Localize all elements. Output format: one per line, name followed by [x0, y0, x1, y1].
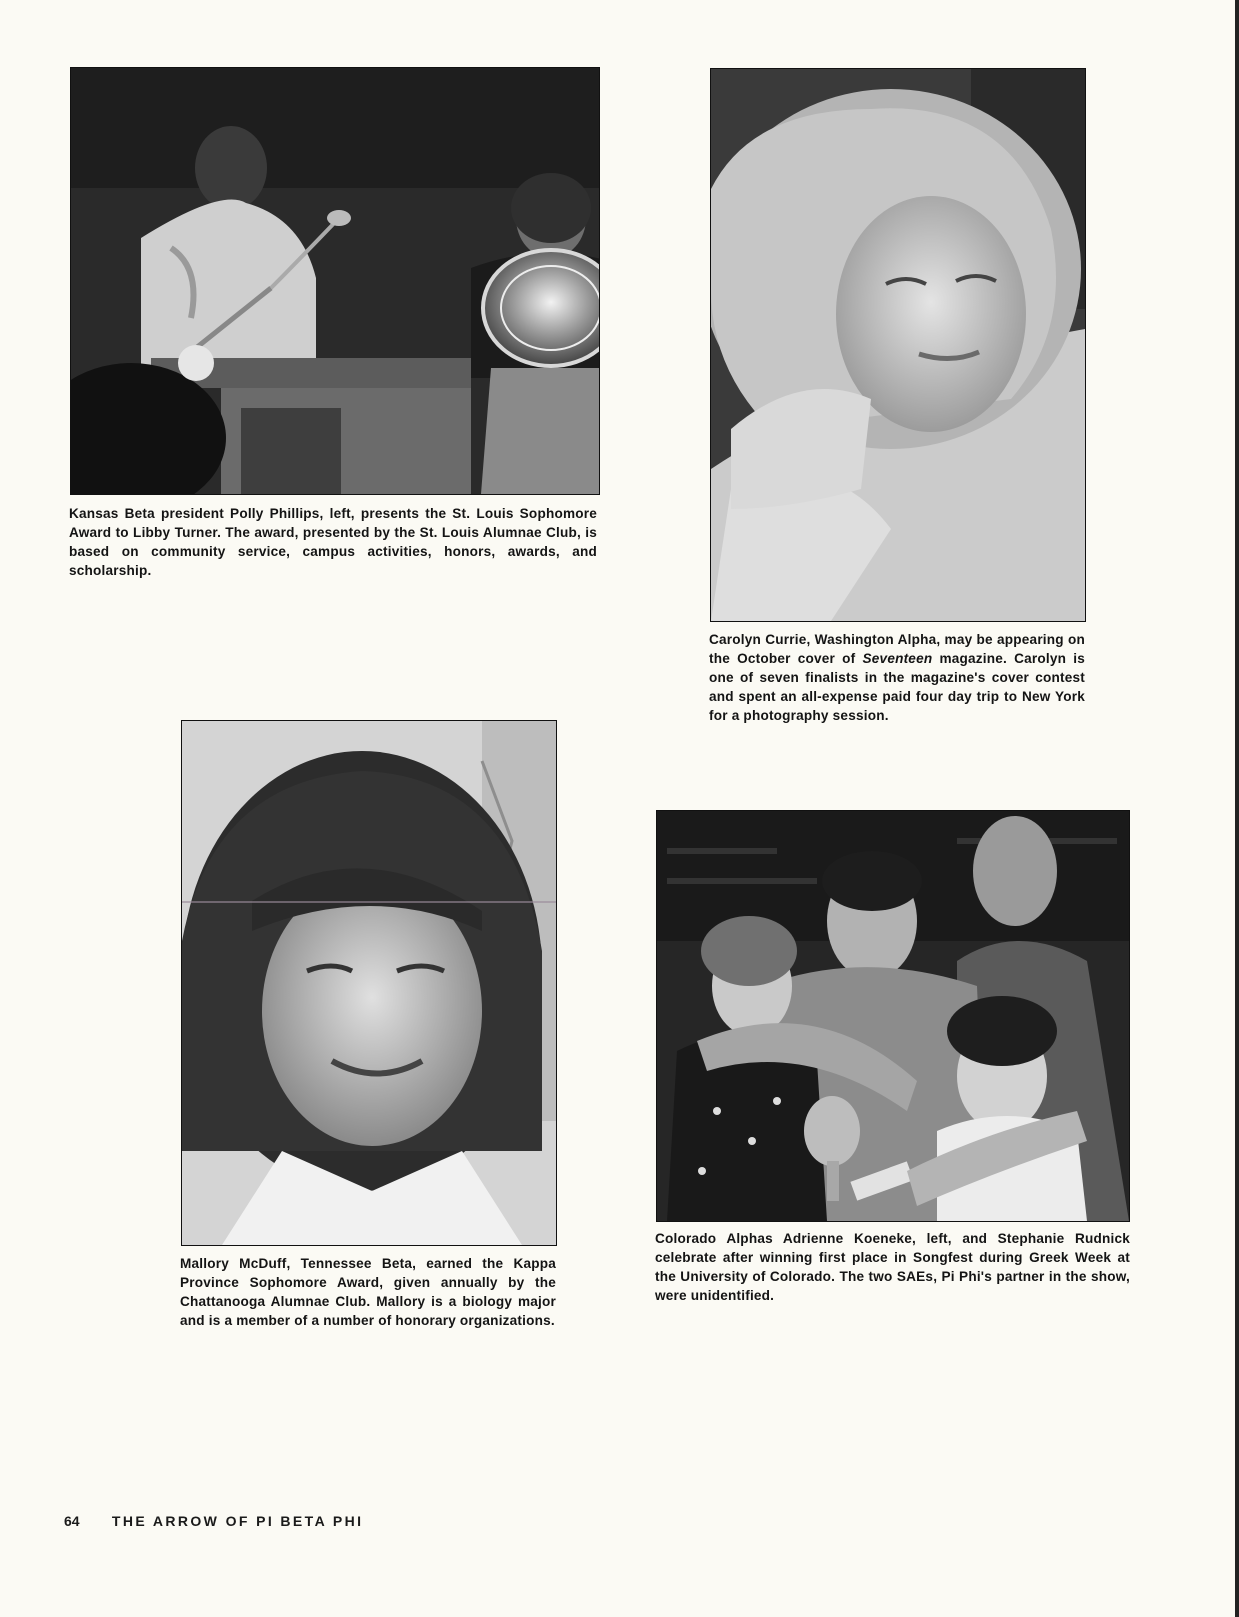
caption-colorado-group: Colorado Alphas Adrienne Koeneke, left, and Stephanie Rudnick celebrate after winning first place in Songfest during Greek Week at the University of Colorado. The two SAEs, Pi Phi's partner in the show, were unidentified.	[655, 1231, 1130, 1303]
caption-currie-text-1: Carolyn Currie, Washington Alpha, may be appearing on the October cover of	[709, 632, 1085, 666]
photo-carolyn-currie	[710, 68, 1086, 622]
page-edge	[1235, 0, 1239, 1617]
caption-carolyn-currie	[709, 630, 1085, 725]
photo-award-presentation	[70, 67, 600, 495]
caption-award-presentation: Kansas Beta president Polly Phillips, left, presents the St. Louis Sophomore Award to Libby Turner. The award, presented by the St. Louis Alumnae Club, is based on community service, campus activities, honors, awards, and scholarship.	[69, 506, 597, 578]
caption-currie-magazine: Seventeen	[862, 651, 933, 666]
photo-mallory-mcduff	[181, 720, 557, 1246]
caption-currie-text-2: magazine. Carolyn is one of seven finalists in the magazine's cover contest and spent an all-expense paid four day trip to New York for a photography session.	[709, 651, 1085, 723]
page-number: 64	[64, 1513, 80, 1529]
page-footer	[64, 1513, 363, 1529]
caption-mallory-mcduff: Mallory McDuff, Tennessee Beta, earned the Kappa Province Sophomore Award, given annually by the Chattanooga Alumnae Club. Mallory is a biology major and is a member of a number of honorary organizations.	[180, 1256, 556, 1328]
publication-title: THE ARROW OF PI BETA PHI	[111, 1513, 364, 1529]
photo-colorado-group	[656, 810, 1130, 1222]
